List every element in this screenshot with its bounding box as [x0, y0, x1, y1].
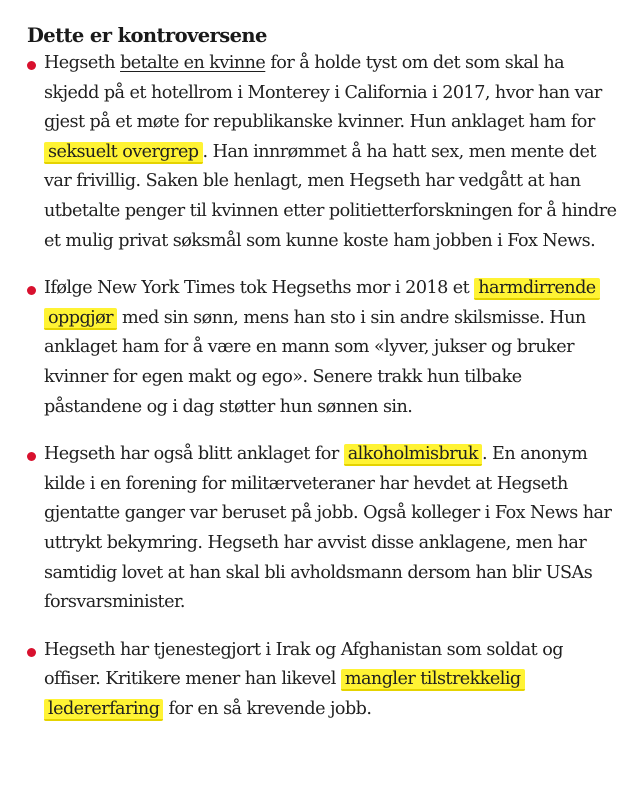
bullet-dot-icon — [27, 61, 36, 70]
controversy-list — [27, 49, 623, 724]
bullet-text: med sin sønn, mens han sto i sin andre skilsmisse. Hun anklaget ham for å være en mann som «lyver, jukser og bruker kvinner for egen makt og ego». Senere trakk hun tilbake påstandene og i dag støtter hun sønnen sin. — [44, 307, 586, 417]
list-item — [27, 49, 623, 256]
list-item — [27, 274, 623, 422]
paid-woman-link[interactable]: betalte en kvinne — [120, 53, 266, 73]
bullet-text: Ifølge New York Times tok Hegseths mor i 2018 et — [44, 278, 475, 299]
highlight-term[interactable]: harmdirrende oppgjør — [44, 278, 600, 330]
section-heading: Dette er kontroversene — [27, 24, 267, 47]
list-item — [27, 636, 623, 725]
highlight-term[interactable]: alkoholmisbruk — [344, 444, 482, 466]
controversies-box — [27, 24, 623, 742]
bullet-text: for en så krevende jobb. — [163, 698, 372, 719]
bullet-text: Hegseth — [44, 53, 121, 73]
bullet-text: for å holde tyst om det som skal ha skjedd på et hotellrom i Monterey i California i 2017, hvor han var gjest på et møte for republikanske kvinner. Hun anklaget ham for — [44, 53, 602, 133]
list-item — [27, 440, 623, 618]
bullet-dot-icon — [27, 648, 36, 657]
bullet-dot-icon — [27, 286, 36, 295]
highlight-term[interactable]: mangler tilstrekkelig ledererfaring — [44, 669, 525, 721]
highlight-term[interactable]: seksuelt overgrep — [44, 142, 203, 164]
bullet-text: . Han innrømmet å ha hatt sex, men mente det var frivillig. Saken ble henlagt, men Hegseth har vedgått at han utbetalte penger til kvinnen etter politietterforskningen for å hindre et mulig privat søksmål som kunne koste ham jobben i Fox News. — [44, 141, 617, 251]
bullet-text: Hegseth har tjenestegjort i Irak og Afghanistan som soldat og offiser. Kritikere mener han likevel — [44, 639, 563, 690]
bullet-text: . En anonym kilde i en forening for militærveteraner har hevdet at Hegseth gjentatte ganger var beruset på jobb. Også kolleger i Fox News har uttrykt bekymring. Hegseth har avvist disse anklagene, men har samtidig lovet at han skal bli avholdsmann dersom han blir USAs forsvarsminister. — [44, 444, 612, 613]
bullet-text: Hegseth har også blitt anklaget for — [44, 444, 344, 465]
bullet-dot-icon — [27, 452, 36, 461]
